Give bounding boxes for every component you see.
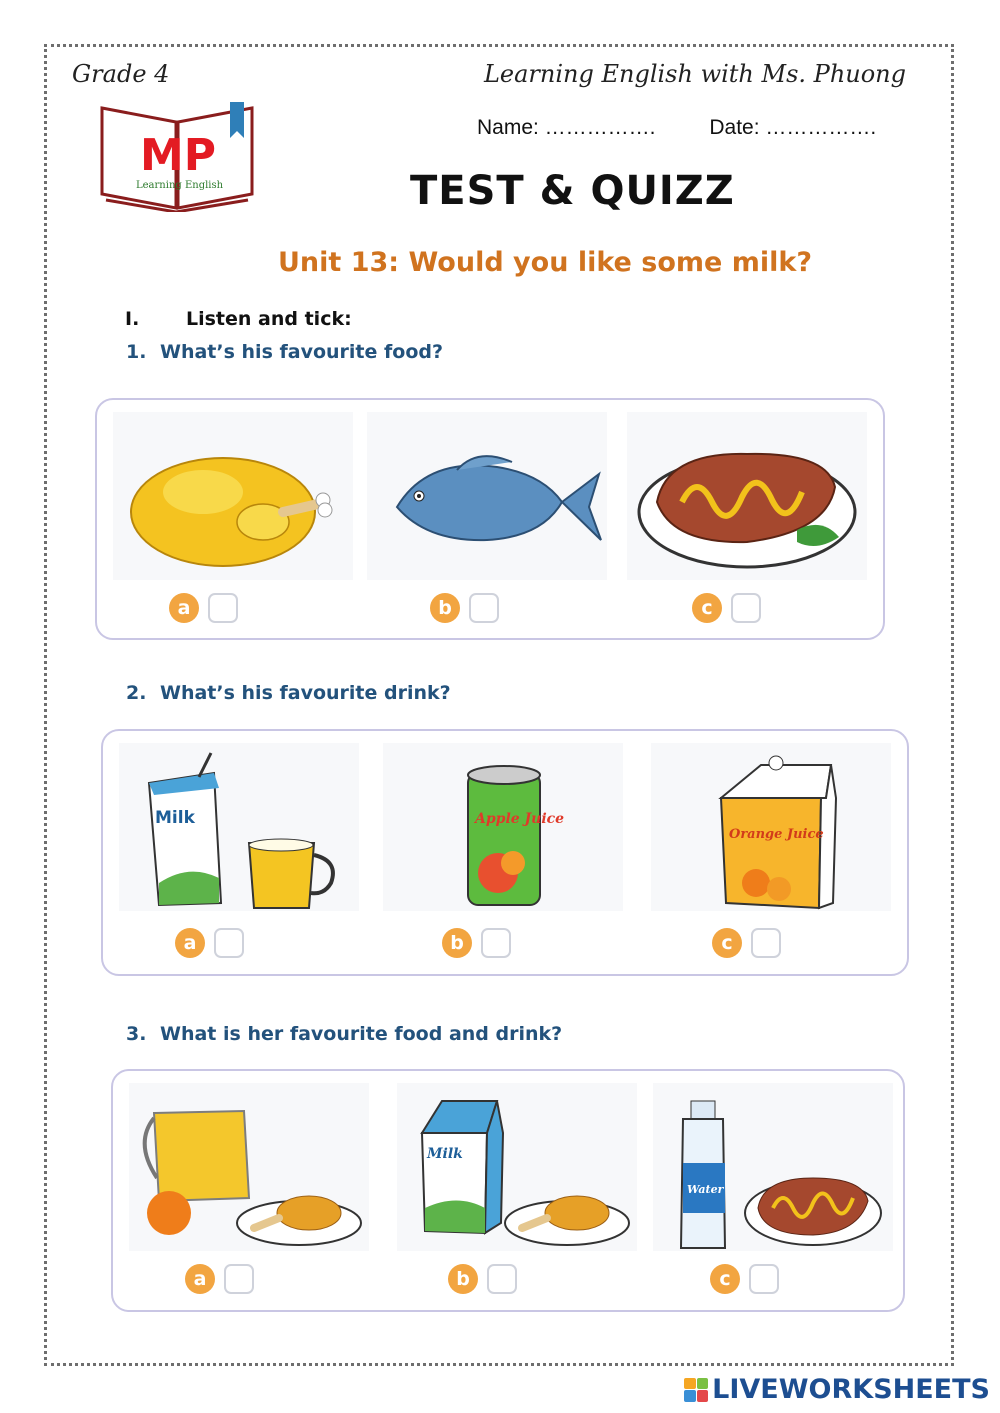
- section-number: I.: [125, 308, 140, 330]
- question-text: What is her favourite food and drink?: [160, 1023, 563, 1045]
- option-c: [710, 1264, 779, 1294]
- carton-text: Milk: [427, 1146, 463, 1162]
- option-b: [448, 1264, 517, 1294]
- option-b: [430, 593, 499, 623]
- name-date-line: [477, 116, 924, 140]
- orange-juice-jug-and-chicken-image: [129, 1083, 369, 1251]
- tick-box[interactable]: [224, 1264, 254, 1294]
- tick-box[interactable]: [487, 1264, 517, 1294]
- milk-carton-and-mug-image: [119, 743, 359, 911]
- option-letter: c: [710, 1264, 740, 1294]
- tick-box[interactable]: [749, 1264, 779, 1294]
- question-2-panel: [101, 729, 909, 976]
- section-heading: [125, 308, 352, 330]
- option-a: [169, 593, 238, 623]
- question-number: 3.: [126, 1023, 147, 1045]
- option-letter: c: [712, 928, 742, 958]
- tick-box[interactable]: [214, 928, 244, 958]
- question-text: What’s his favourite food?: [160, 341, 444, 363]
- option-a: [175, 928, 244, 958]
- tick-box[interactable]: [208, 593, 238, 623]
- option-letter: a: [169, 593, 199, 623]
- option-b: [442, 928, 511, 958]
- course-label: Learning English with Ms. Phuong: [483, 60, 906, 88]
- date-field[interactable]: Date: …………….: [709, 116, 877, 139]
- orange-juice-carton-image: [651, 743, 891, 911]
- option-letter: b: [430, 593, 460, 623]
- roast-chicken-image: [113, 412, 353, 580]
- question-2: [126, 682, 451, 704]
- question-3-panel: [111, 1069, 905, 1312]
- option-letter: b: [442, 928, 472, 958]
- question-1: [126, 341, 443, 363]
- logo-letters: MP: [140, 130, 217, 181]
- tick-box[interactable]: [731, 593, 761, 623]
- can-text: Apple Juice: [475, 811, 565, 827]
- option-letter: a: [175, 928, 205, 958]
- fish-image: [367, 412, 607, 580]
- logo-caption: Learning English: [136, 180, 224, 191]
- bottle-text: Water: [687, 1183, 724, 1196]
- question-number: 2.: [126, 682, 147, 704]
- mp-logo: [98, 100, 256, 212]
- question-3: [126, 1023, 562, 1045]
- carton-text: Milk: [155, 808, 195, 828]
- name-field[interactable]: Name: …………….: [477, 116, 656, 139]
- option-letter: b: [448, 1264, 478, 1294]
- apple-juice-can-image: [383, 743, 623, 911]
- tick-box[interactable]: [469, 593, 499, 623]
- brand-text: LIVEWORKSHEETS: [712, 1374, 990, 1405]
- page-title: TEST & QUIZZ: [410, 168, 735, 214]
- question-text: What’s his favourite drink?: [160, 682, 451, 704]
- beef-steak-image: [627, 412, 867, 580]
- carton-text: Orange Juice: [729, 827, 824, 842]
- question-number: 1.: [126, 341, 147, 363]
- water-bottle-and-steak-image: [653, 1083, 893, 1251]
- option-letter: c: [692, 593, 722, 623]
- option-letter: a: [185, 1264, 215, 1294]
- grade-label: Grade 4: [72, 60, 170, 88]
- option-a: [185, 1264, 254, 1294]
- section-label: Listen and tick:: [186, 308, 352, 330]
- tick-box[interactable]: [751, 928, 781, 958]
- option-c: [712, 928, 781, 958]
- tick-box[interactable]: [481, 928, 511, 958]
- question-1-panel: [95, 398, 885, 640]
- option-c: [692, 593, 761, 623]
- liveworksheets-brand[interactable]: [684, 1374, 990, 1405]
- unit-title: Unit 13: Would you like some milk?: [278, 247, 813, 278]
- milk-carton-and-chicken-image: [397, 1083, 637, 1251]
- liveworksheets-icon: [684, 1378, 708, 1402]
